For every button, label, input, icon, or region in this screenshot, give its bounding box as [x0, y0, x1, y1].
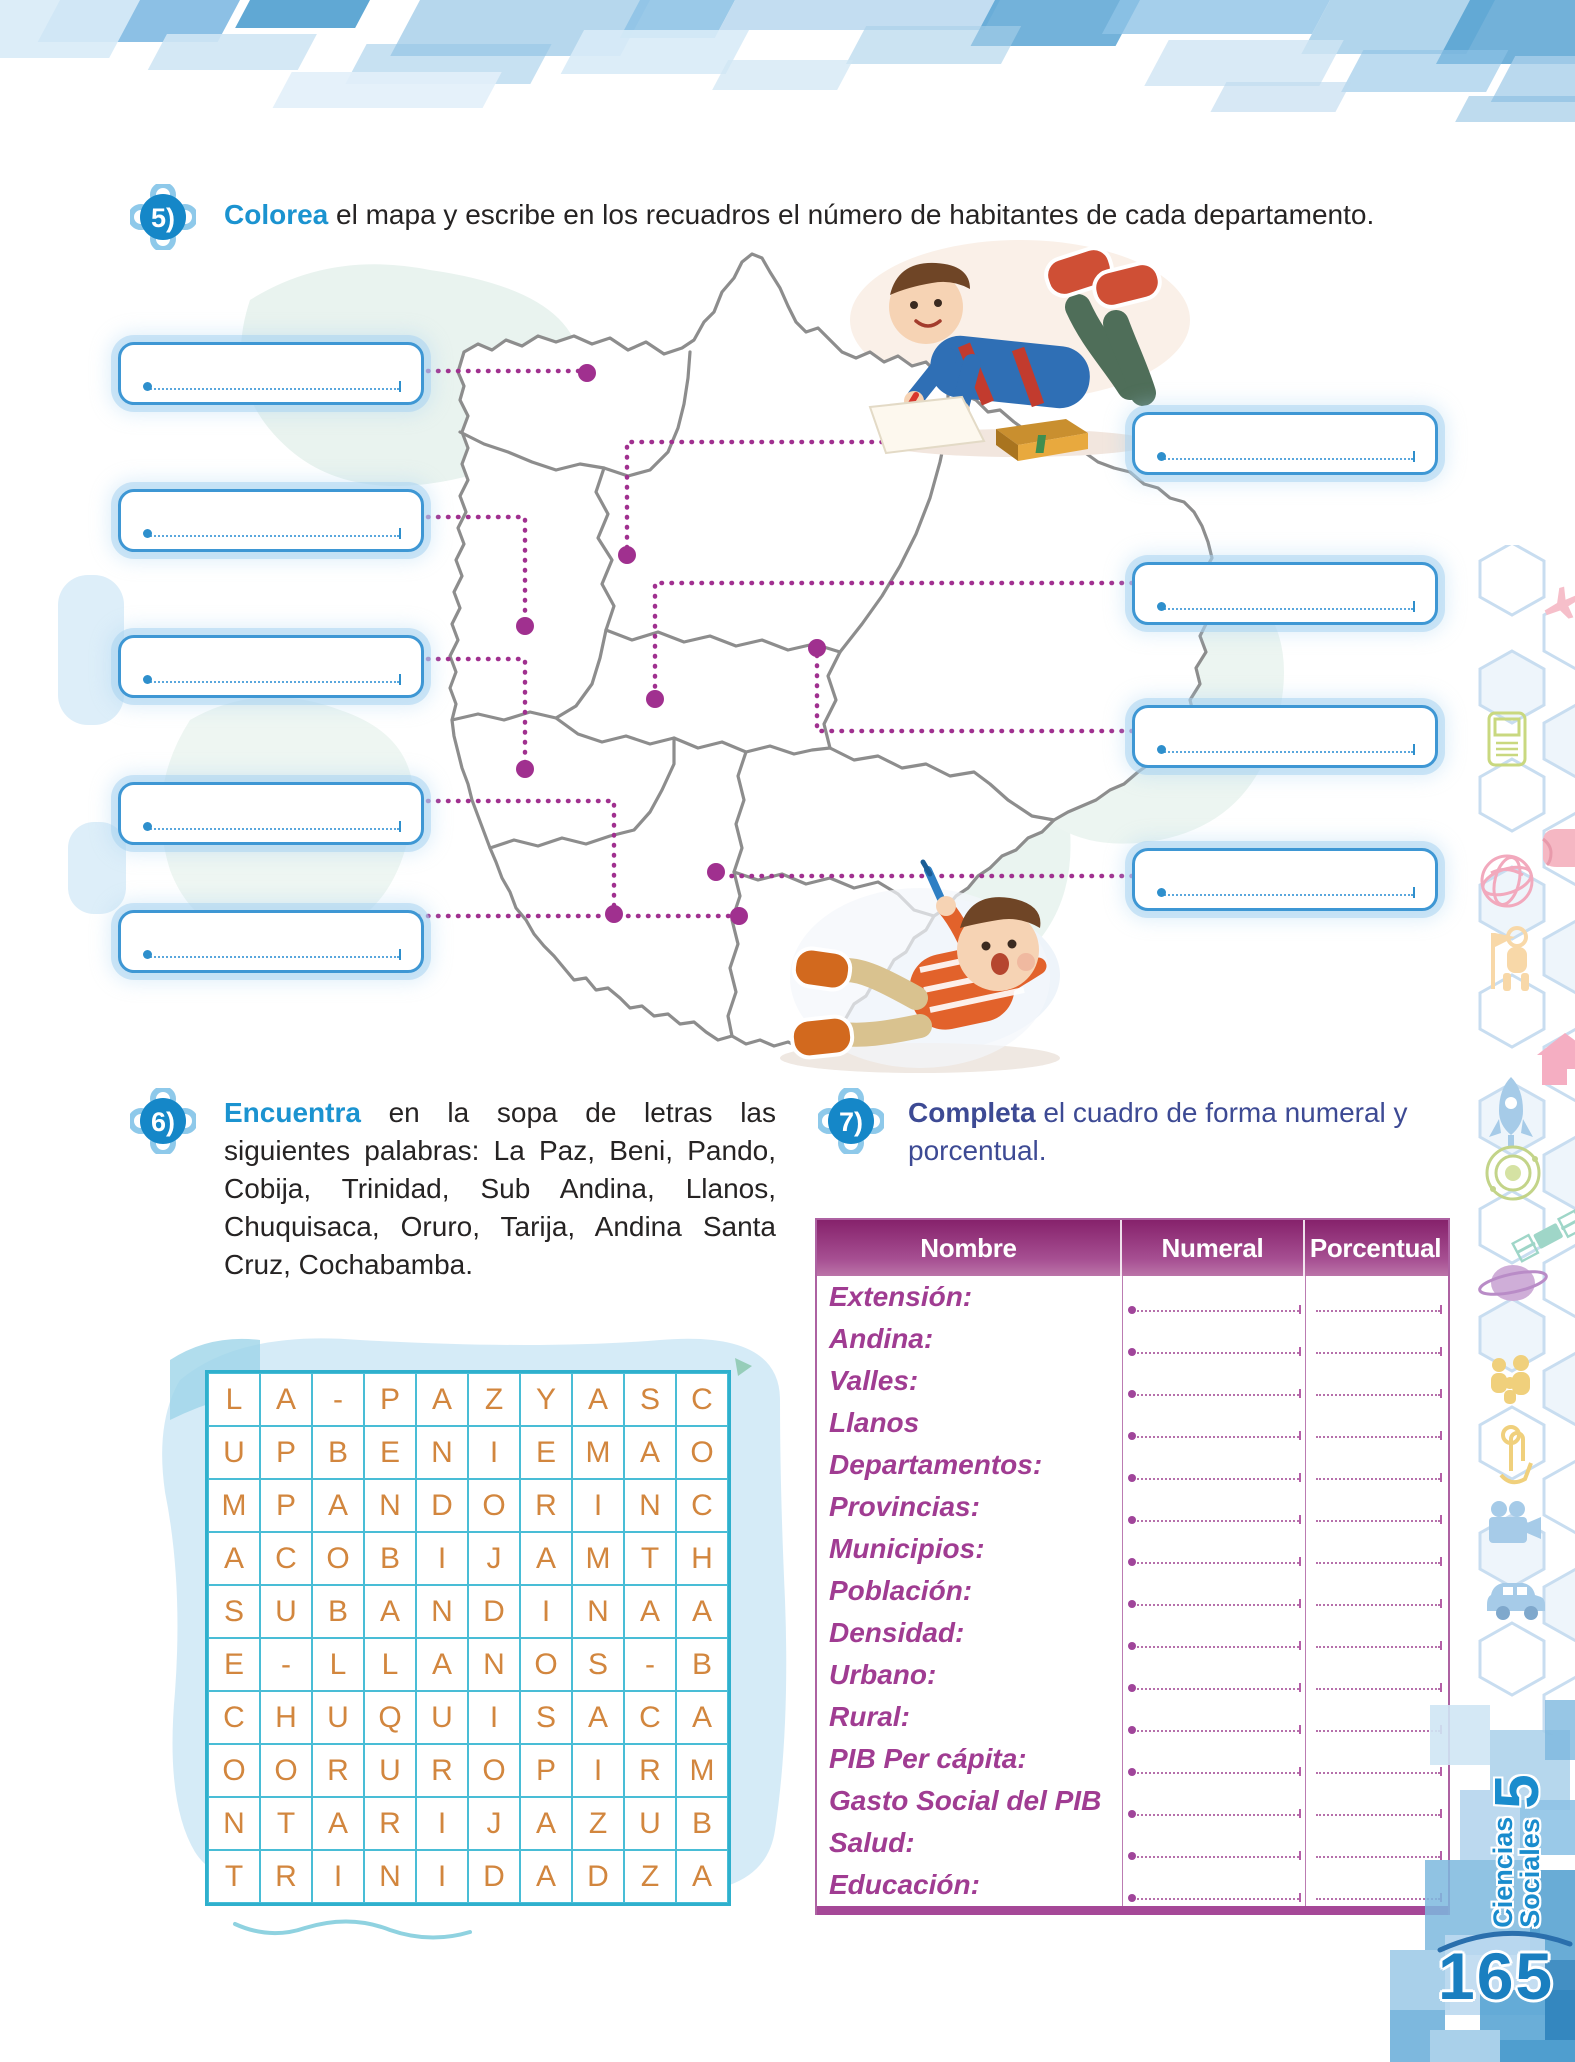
answer-box-left-5[interactable] — [118, 910, 424, 973]
letter-cell[interactable]: R — [260, 1850, 312, 1903]
letter-cell[interactable]: S — [624, 1373, 676, 1426]
word-search-row — [208, 1373, 728, 1426]
answer-box-left-3[interactable] — [118, 635, 424, 698]
exercise-5-text: el mapa y escribe en los recuadros el número de habitantes de cada departamento. — [328, 199, 1375, 230]
word-search-row — [208, 1638, 728, 1691]
letter-cell[interactable]: A — [520, 1532, 572, 1585]
numeral-cell[interactable] — [1122, 1696, 1305, 1738]
letter-cell[interactable]: M — [676, 1744, 728, 1797]
table-row — [817, 1486, 1448, 1528]
table-row — [817, 1780, 1448, 1822]
porcentual-cell[interactable] — [1305, 1738, 1446, 1780]
letter-cell[interactable]: R — [312, 1744, 364, 1797]
letter-cell[interactable]: D — [468, 1850, 520, 1903]
header-porcentual: Porcentual — [1309, 1232, 1442, 1263]
letter-cell[interactable]: I — [312, 1850, 364, 1903]
saturn-icon — [1478, 1265, 1548, 1301]
porcentual-cell[interactable] — [1305, 1822, 1446, 1864]
letter-cell[interactable]: I — [468, 1691, 520, 1744]
letter-cell[interactable]: A — [624, 1426, 676, 1479]
letter-cell[interactable]: E — [520, 1426, 572, 1479]
word-search-row — [208, 1532, 728, 1585]
row-label: Urbano: — [829, 1659, 937, 1690]
exercise-5-number: 5) — [150, 203, 176, 233]
letter-cell[interactable]: I — [572, 1479, 624, 1532]
stats-table-header — [817, 1220, 1448, 1276]
table-row — [817, 1864, 1448, 1906]
header-numeral: Numeral — [1122, 1220, 1305, 1276]
answer-write-line[interactable] — [147, 533, 399, 537]
letter-cell[interactable]: A — [312, 1797, 364, 1850]
row-label: Educación: — [829, 1869, 980, 1900]
letter-cell[interactable]: E — [364, 1426, 416, 1479]
letter-cell[interactable]: R — [624, 1744, 676, 1797]
letter-cell[interactable]: N — [416, 1585, 468, 1638]
numeral-cell[interactable] — [1122, 1738, 1305, 1780]
letter-cell[interactable]: T — [208, 1850, 260, 1903]
porcentual-cell[interactable] — [1305, 1486, 1446, 1528]
porcentual-cell[interactable] — [1305, 1444, 1446, 1486]
table-row — [817, 1654, 1448, 1696]
word-search-row — [208, 1479, 728, 1532]
letter-cell[interactable]: E — [208, 1638, 260, 1691]
letter-cell[interactable]: R — [364, 1797, 416, 1850]
letter-cell[interactable]: P — [520, 1744, 572, 1797]
letter-cell[interactable]: A — [572, 1691, 624, 1744]
porcentual-cell[interactable] — [1305, 1528, 1446, 1570]
exercise-6-number: 6) — [150, 1107, 176, 1137]
letter-cell[interactable]: N — [364, 1850, 416, 1903]
numeral-cell[interactable] — [1122, 1318, 1305, 1360]
letter-cell[interactable]: Y — [520, 1373, 572, 1426]
letter-cell[interactable]: J — [468, 1797, 520, 1850]
word-search-row — [208, 1585, 728, 1638]
row-label: Valles: — [829, 1365, 919, 1396]
letter-cell[interactable]: J — [468, 1532, 520, 1585]
table-row — [817, 1696, 1448, 1738]
brand-line2: Sociales — [1515, 1818, 1545, 1928]
letter-cell[interactable]: P — [260, 1479, 312, 1532]
exercise-7-badge — [818, 1088, 884, 1154]
letter-cell[interactable]: A — [416, 1373, 468, 1426]
car-icon — [1487, 1583, 1545, 1620]
exercise-7-number: 7) — [838, 1107, 864, 1137]
letter-cell[interactable]: R — [520, 1479, 572, 1532]
porcentual-cell[interactable] — [1305, 1654, 1446, 1696]
letter-cell[interactable]: A — [208, 1532, 260, 1585]
table-row — [817, 1612, 1448, 1654]
answer-box-left-2[interactable] — [118, 489, 424, 552]
table-row — [817, 1570, 1448, 1612]
letter-cell[interactable]: I — [416, 1797, 468, 1850]
answer-box-right-2[interactable] — [1132, 562, 1438, 625]
letter-cell[interactable]: P — [364, 1373, 416, 1426]
letter-cell[interactable]: - — [624, 1638, 676, 1691]
word-search-row — [208, 1691, 728, 1744]
row-label: Densidad: — [829, 1617, 965, 1648]
page-number: 165 — [1438, 1939, 1555, 2013]
answer-write-line[interactable] — [1161, 749, 1413, 753]
numeral-cell[interactable] — [1122, 1402, 1305, 1444]
letter-cell[interactable]: D — [468, 1585, 520, 1638]
numeral-cell[interactable] — [1122, 1864, 1305, 1906]
table-row — [817, 1402, 1448, 1444]
table-row — [817, 1822, 1448, 1864]
row-label: Municipios: — [829, 1533, 985, 1564]
table-row — [817, 1276, 1448, 1318]
hexagon-icon-strip — [1445, 545, 1575, 1735]
letter-cell[interactable]: I — [572, 1744, 624, 1797]
numeral-cell[interactable] — [1122, 1444, 1305, 1486]
letter-cell[interactable]: R — [416, 1744, 468, 1797]
exercise-7-keyword: Completa — [908, 1097, 1036, 1128]
answer-write-line[interactable] — [1161, 606, 1413, 610]
porcentual-cell[interactable] — [1305, 1780, 1446, 1822]
letter-cell[interactable]: O — [312, 1532, 364, 1585]
letter-cell[interactable]: N — [364, 1479, 416, 1532]
row-label: Departamentos: — [829, 1449, 1043, 1480]
letter-cell[interactable]: S — [208, 1585, 260, 1638]
porcentual-cell[interactable] — [1305, 1402, 1446, 1444]
letter-cell[interactable]: N — [468, 1638, 520, 1691]
word-search-row — [208, 1797, 728, 1850]
porcentual-cell[interactable] — [1305, 1570, 1446, 1612]
porcentual-cell[interactable] — [1305, 1696, 1446, 1738]
letter-cell[interactable]: L — [208, 1373, 260, 1426]
letter-cell[interactable]: T — [624, 1532, 676, 1585]
row-label: Andina: — [829, 1323, 934, 1354]
row-label: Extensión: — [829, 1281, 973, 1312]
letter-cell[interactable]: C — [260, 1532, 312, 1585]
letter-cell[interactable]: B — [312, 1426, 364, 1479]
letter-cell[interactable]: A — [312, 1479, 364, 1532]
letter-cell[interactable]: C — [676, 1373, 728, 1426]
letter-cell[interactable]: N — [572, 1585, 624, 1638]
letter-cell[interactable]: H — [260, 1691, 312, 1744]
letter-cell[interactable]: T — [260, 1797, 312, 1850]
letter-cell[interactable]: Q — [364, 1691, 416, 1744]
book-icon — [1543, 829, 1575, 867]
porcentual-cell[interactable] — [1305, 1360, 1446, 1402]
table-row — [817, 1360, 1448, 1402]
answer-write-line[interactable] — [147, 679, 399, 683]
letter-cell[interactable]: C — [624, 1691, 676, 1744]
exercise-6-keyword: Encuentra — [224, 1097, 361, 1128]
letter-cell[interactable]: O — [260, 1744, 312, 1797]
letter-cell[interactable]: B — [676, 1797, 728, 1850]
letter-cell[interactable]: Z — [468, 1373, 520, 1426]
row-label: Gasto Social del PIB — [829, 1785, 1102, 1816]
table-row — [817, 1318, 1448, 1360]
letter-cell[interactable]: P — [260, 1426, 312, 1479]
brand-level: 5 — [1482, 1774, 1552, 1809]
numeral-cell[interactable] — [1122, 1822, 1305, 1864]
numeral-cell[interactable] — [1122, 1780, 1305, 1822]
exercise-6-badge — [130, 1088, 196, 1154]
letter-cell[interactable]: A — [624, 1585, 676, 1638]
letter-cell[interactable]: Z — [624, 1850, 676, 1903]
table-bottom-bar — [817, 1906, 1448, 1915]
answer-box-left-1[interactable] — [118, 342, 424, 405]
letter-cell[interactable]: A — [260, 1373, 312, 1426]
numeral-cell[interactable] — [1122, 1360, 1305, 1402]
numeral-cell[interactable] — [1122, 1612, 1305, 1654]
letter-cell[interactable]: A — [676, 1850, 728, 1903]
word-search-grid — [205, 1370, 731, 1906]
exercise-6-text: en la sopa de letras las siguientes palabras: La Paz, Beni, Pando, Cobija, Trinidad, Sub Andina, Llanos, Chuquisaca, Oruro, Tarija, Andina Santa Cruz, Cochabamba. — [224, 1097, 776, 1280]
exercise-5-keyword: Colorea — [224, 199, 329, 230]
letter-cell[interactable]: U — [624, 1797, 676, 1850]
letter-cell[interactable]: M — [208, 1479, 260, 1532]
letter-cell[interactable]: A — [520, 1850, 572, 1903]
letter-cell[interactable]: O — [468, 1744, 520, 1797]
letter-cell[interactable]: U — [260, 1585, 312, 1638]
answer-box-left-4[interactable] — [118, 782, 424, 845]
letter-cell[interactable]: U — [312, 1691, 364, 1744]
letter-cell[interactable]: M — [572, 1532, 624, 1585]
letter-cell[interactable]: H — [676, 1532, 728, 1585]
answer-box-right-1[interactable] — [1132, 412, 1438, 475]
letter-cell[interactable]: - — [312, 1373, 364, 1426]
letter-cell[interactable]: U — [416, 1691, 468, 1744]
answer-write-line[interactable] — [1161, 892, 1413, 896]
row-label: PIB Per cápita: — [829, 1743, 1027, 1774]
letter-cell[interactable]: D — [416, 1479, 468, 1532]
table-row — [817, 1528, 1448, 1570]
answer-write-line[interactable] — [147, 386, 399, 390]
word-search-row — [208, 1850, 728, 1903]
letter-cell[interactable]: U — [208, 1426, 260, 1479]
letter-cell[interactable]: N — [624, 1479, 676, 1532]
orbit-icon — [1487, 1147, 1539, 1199]
letter-cell[interactable]: A — [364, 1585, 416, 1638]
answer-write-line[interactable] — [1161, 456, 1413, 460]
letter-cell[interactable]: C — [208, 1691, 260, 1744]
letter-cell[interactable]: U — [364, 1744, 416, 1797]
letter-cell[interactable]: C — [676, 1479, 728, 1532]
stats-table — [815, 1218, 1450, 1915]
letter-cell[interactable]: A — [676, 1691, 728, 1744]
letter-cell[interactable]: N — [208, 1797, 260, 1850]
letter-cell[interactable]: O — [468, 1479, 520, 1532]
letter-cell[interactable]: O — [208, 1744, 260, 1797]
word-search-row — [208, 1426, 728, 1479]
stats-table-body — [817, 1276, 1448, 1906]
answer-box-right-3[interactable] — [1132, 705, 1438, 768]
letter-cell[interactable]: A — [416, 1638, 468, 1691]
letter-cell[interactable]: B — [676, 1638, 728, 1691]
numeral-cell[interactable] — [1122, 1528, 1305, 1570]
row-label: Salud: — [829, 1827, 915, 1858]
exercise-7-text: el cuadro de forma numeral y porcentual. — [908, 1097, 1408, 1166]
exercise-6-instruction — [224, 1094, 776, 1284]
header-nombre: Nombre — [817, 1220, 1122, 1276]
letter-cell[interactable]: I — [468, 1426, 520, 1479]
letter-cell[interactable]: O — [520, 1638, 572, 1691]
row-label: Rural: — [829, 1701, 910, 1732]
numeral-cell[interactable] — [1122, 1654, 1305, 1696]
answer-box-right-4[interactable] — [1132, 848, 1438, 911]
letter-cell[interactable]: B — [312, 1585, 364, 1638]
letter-cell[interactable]: M — [572, 1426, 624, 1479]
letter-cell[interactable]: A — [520, 1797, 572, 1850]
letter-cell[interactable]: S — [572, 1638, 624, 1691]
letter-cell[interactable]: - — [260, 1638, 312, 1691]
porcentual-cell[interactable] — [1305, 1318, 1446, 1360]
letter-cell[interactable]: A — [572, 1373, 624, 1426]
letter-cell[interactable]: I — [416, 1532, 468, 1585]
letter-cell[interactable]: B — [364, 1532, 416, 1585]
letter-cell[interactable]: S — [520, 1691, 572, 1744]
row-label: Provincias: — [829, 1491, 980, 1522]
letter-cell[interactable]: A — [676, 1585, 728, 1638]
table-row — [817, 1444, 1448, 1486]
letter-cell[interactable]: D — [572, 1850, 624, 1903]
numeral-cell[interactable] — [1122, 1570, 1305, 1612]
letter-cell[interactable]: L — [312, 1638, 364, 1691]
answer-write-line[interactable] — [147, 826, 399, 830]
porcentual-cell[interactable] — [1305, 1612, 1446, 1654]
letter-cell[interactable]: I — [520, 1585, 572, 1638]
house-icon — [1537, 1033, 1575, 1085]
exercise-7-instruction — [908, 1094, 1453, 1170]
numeral-cell[interactable] — [1122, 1276, 1305, 1318]
table-row — [817, 1738, 1448, 1780]
astronaut-icon — [1491, 928, 1529, 991]
row-label: Llanos — [829, 1407, 920, 1438]
numeral-cell[interactable] — [1122, 1486, 1305, 1528]
letter-cell[interactable]: O — [676, 1426, 728, 1479]
letter-cell[interactable]: N — [416, 1426, 468, 1479]
letter-cell[interactable]: Z — [572, 1797, 624, 1850]
answer-write-line[interactable] — [147, 954, 399, 958]
word-search-row — [208, 1744, 728, 1797]
brand-line1: Ciencias — [1488, 1816, 1518, 1928]
porcentual-cell[interactable] — [1305, 1276, 1446, 1318]
row-label: Población: — [829, 1575, 973, 1606]
letter-cell[interactable]: L — [364, 1638, 416, 1691]
letter-cell[interactable]: I — [416, 1850, 468, 1903]
